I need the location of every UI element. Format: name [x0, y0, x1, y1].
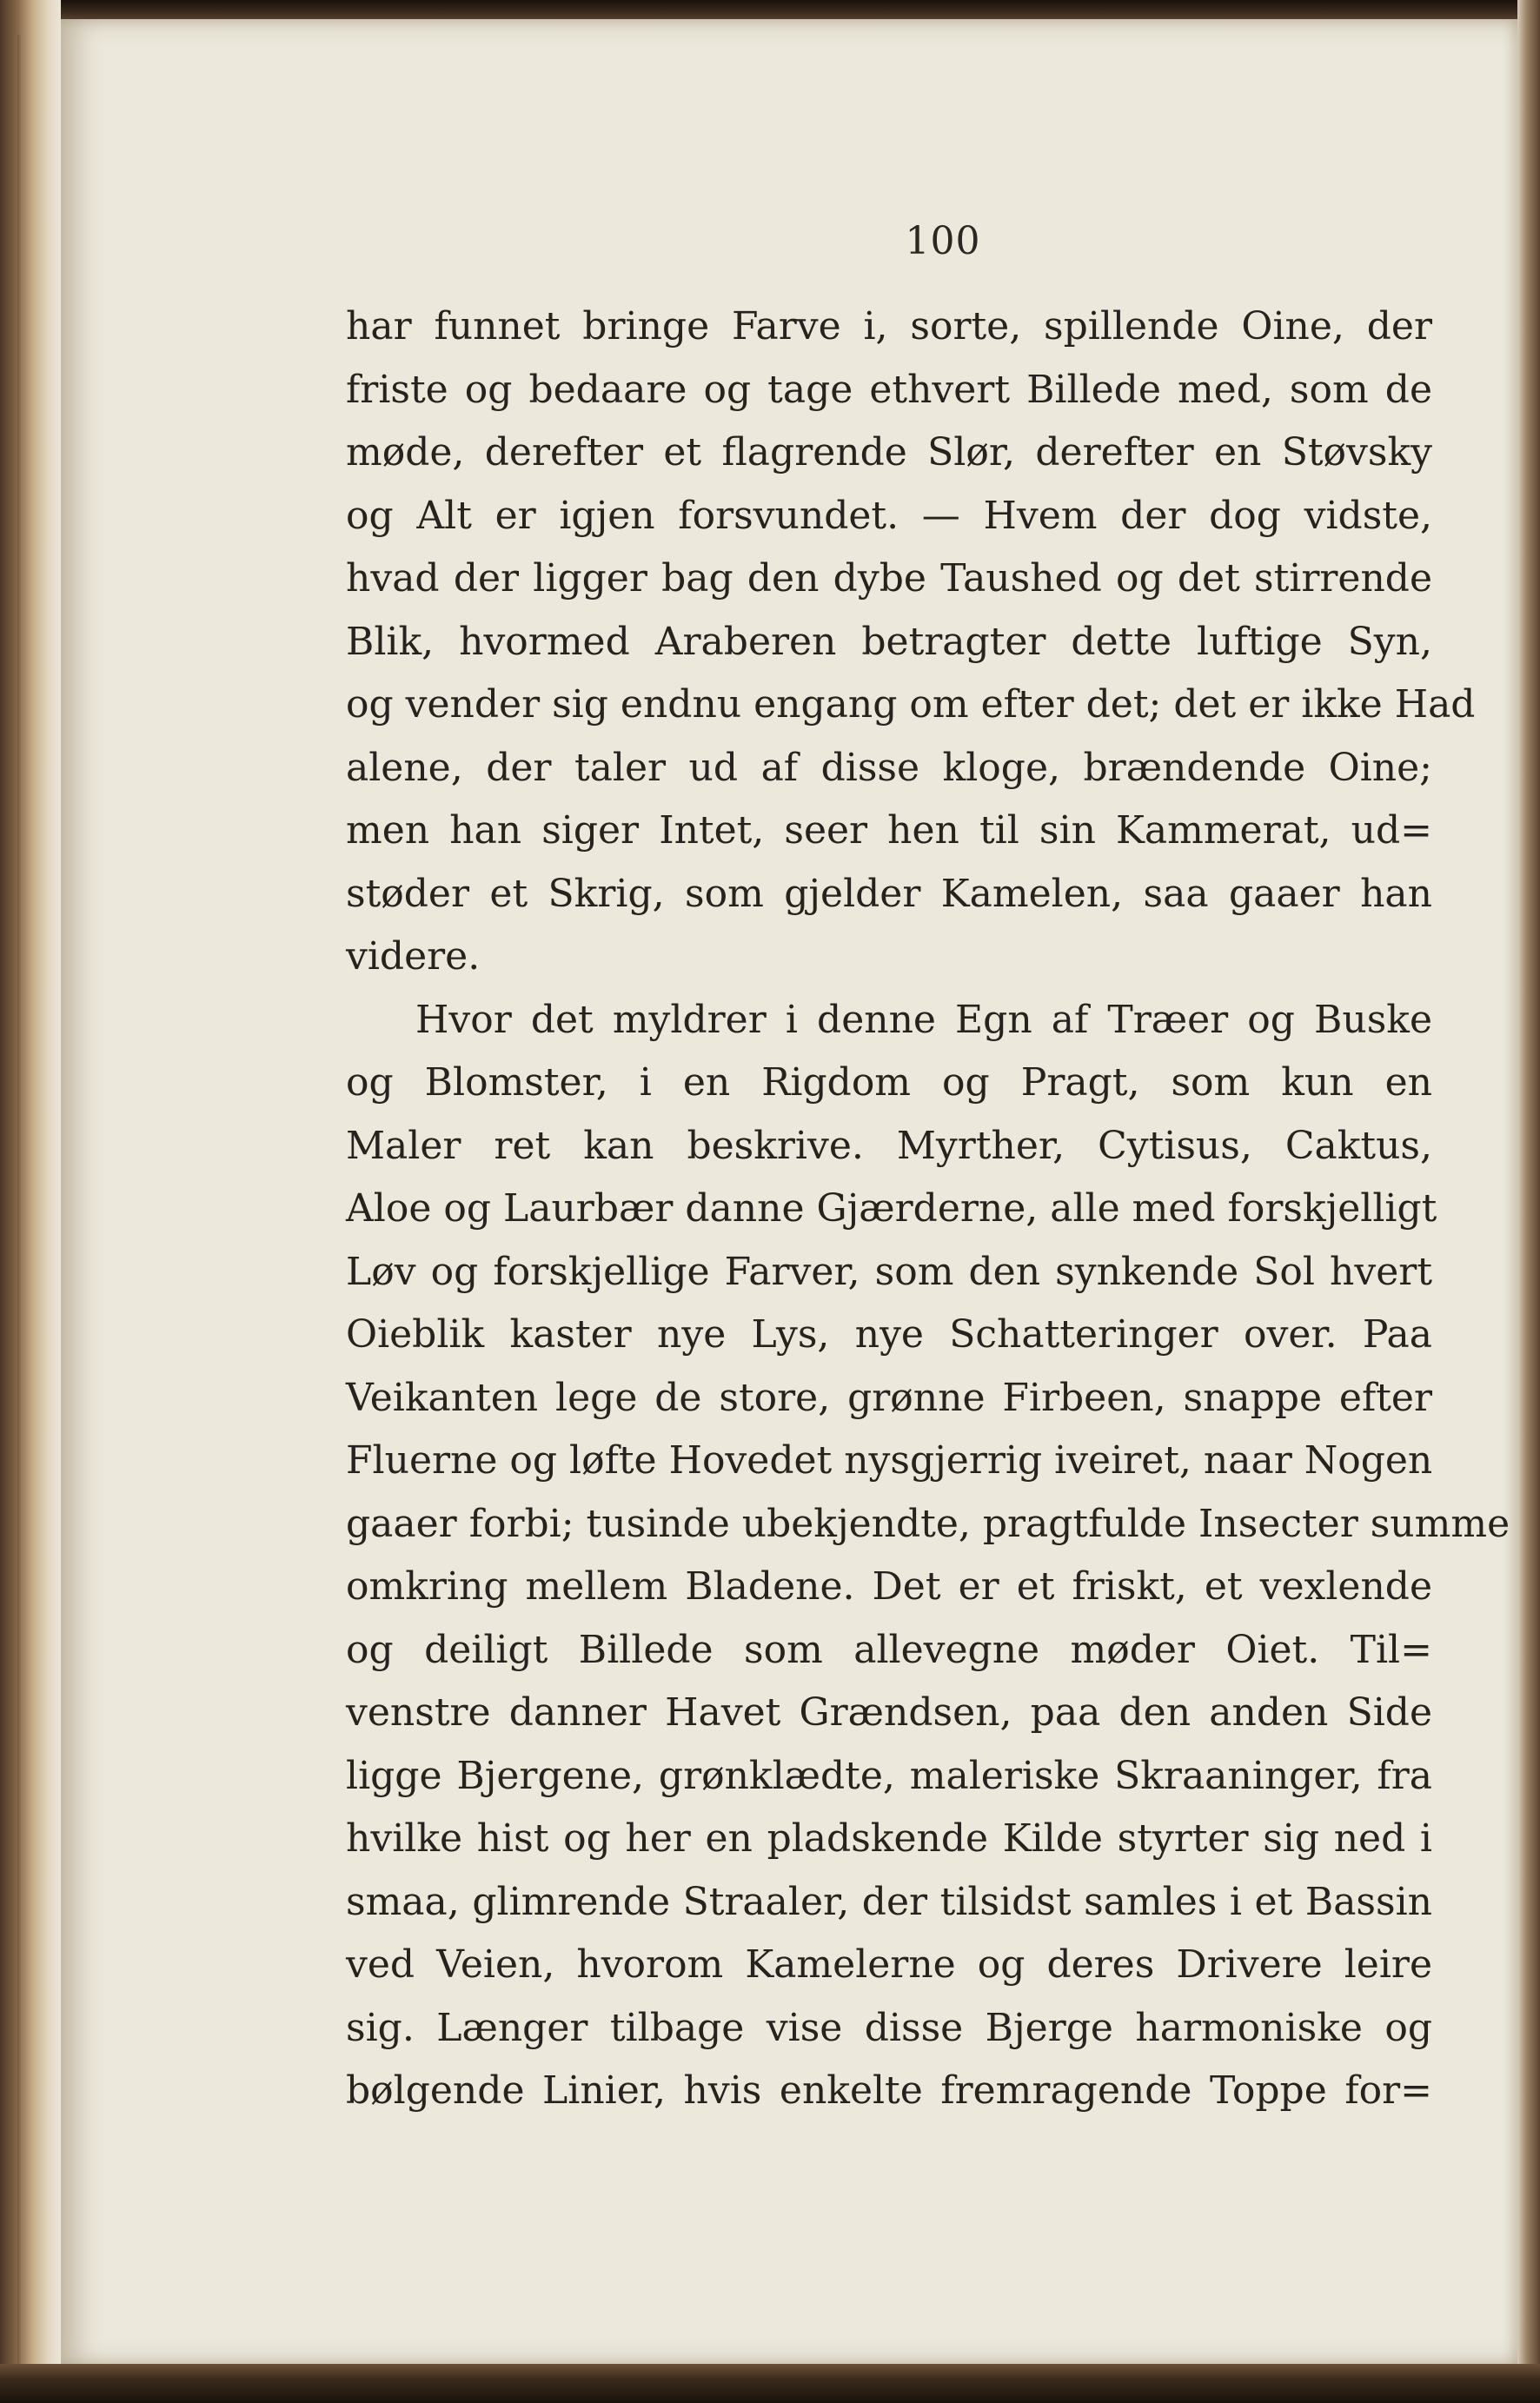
- text-line: Hvor det myldrer i denne Egn af Træer og Buske: [415, 997, 1432, 1042]
- text-line: Veikanten lege de store, grønne Firbeen, snappe efter: [346, 1375, 1432, 1420]
- spine-edge: [17, 35, 23, 2364]
- text-line: og deiligt Billede som allevegne møder Oiet. Til=: [346, 1627, 1432, 1672]
- text-line: men han siger Intet, seer hen til sin Kammerat, ud=: [346, 808, 1432, 853]
- text-line: bølgende Linier, hvis enkelte fremragende Toppe for=: [346, 2068, 1432, 2113]
- book-binding-top: [0, 0, 1540, 21]
- text-line: Blik, hvormed Araberen betragter dette luftige Syn,: [346, 619, 1432, 664]
- text-line: alene, der taler ud af disse kloge, brændende Oine;: [346, 745, 1432, 790]
- text-line: smaa, glimrende Straaler, der tilsidst samles i et Bassin: [346, 1879, 1432, 1924]
- page-right-edge: [1517, 0, 1540, 2403]
- text-line: støder et Skrig, som gjelder Kamelen, saa gaaer han: [346, 871, 1432, 916]
- book-spine: [0, 0, 61, 2403]
- text-line: hvilke hist og her en pladskende Kilde styrter sig ned i: [346, 1816, 1432, 1861]
- text-line: friste og bedaare og tage ethvert Billede med, som de: [346, 367, 1432, 412]
- text-line: Fluerne og løfte Hovedet nysgjerrig iveiret, naar Nogen: [346, 1438, 1433, 1483]
- page-number: 100: [905, 219, 981, 263]
- text-line: Løv og forskjellige Farver, som den synkende Sol hvert: [346, 1249, 1432, 1294]
- text-line: hvad der ligger bag den dybe Taushed og det stirrende: [346, 556, 1432, 601]
- text-line: Oieblik kaster nye Lys, nye Schatteringer over. Paa: [346, 1312, 1432, 1357]
- body-text: [346, 295, 1510, 2123]
- text-line: venstre danner Havet Grændsen, paa den anden Side: [346, 1690, 1432, 1735]
- text-line: gaaer forbi; tusinde ubekjendte, pragtfulde Insecter summe: [346, 1501, 1510, 1546]
- text-line: har funnet bringe Farve i, sorte, spillende Oine, der: [346, 304, 1432, 349]
- text-line: ligge Bjergene, grønklædte, maleriske Skraaninger, fra: [346, 1753, 1432, 1798]
- text-line: møde, derefter et flagrende Slør, derefter en Støvsky: [346, 430, 1432, 475]
- text-line: og Alt er igjen forsvundet. — Hvem der dog vidste,: [346, 493, 1432, 538]
- text-line: Maler ret kan beskrive. Myrther, Cytisus, Caktus,: [346, 1123, 1432, 1168]
- text-line: sig. Længer tilbage vise disse Bjerge harmoniske og: [346, 2005, 1432, 2050]
- text-line: omkring mellem Bladene. Det er et friskt, et vexlende: [346, 1564, 1432, 1609]
- text-line: ved Veien, hvorom Kamelerne og deres Drivere leire: [346, 1942, 1432, 1987]
- text-line: videre.: [346, 934, 481, 979]
- text-line: og Blomster, i en Rigdom og Pragt, som kun en: [346, 1060, 1432, 1105]
- book-binding-bottom: [0, 2364, 1540, 2403]
- text-line: og vender sig endnu engang om efter det; det er ikke Had: [346, 682, 1476, 727]
- text-line: Aloe og Laurbær danne Gjærderne, alle med forskjelligt: [346, 1186, 1437, 1231]
